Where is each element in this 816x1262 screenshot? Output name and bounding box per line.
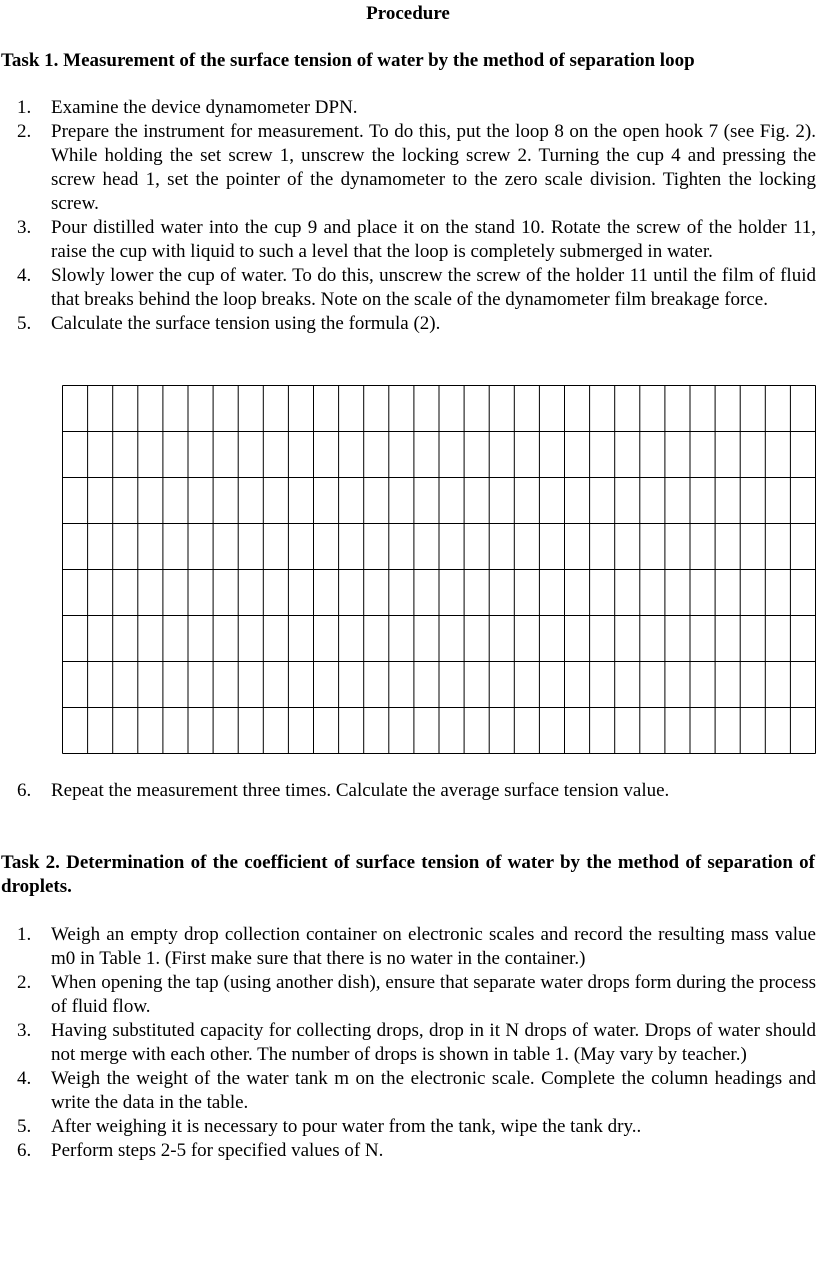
step-number: 2.: [17, 972, 32, 993]
list-item: [0, 1139, 816, 1163]
empty-grid-table: [62, 385, 816, 754]
step-text: Calculate the surface tension using the formula (2).: [51, 313, 441, 334]
task2-heading: Task 2. Determination of the coefficient of surface tension of water by the method of separation of droplets.: [1, 852, 815, 897]
step-number: 6.: [17, 1140, 32, 1161]
step-number: 3.: [17, 217, 32, 238]
step-text: Perform steps 2-5 for specified values of N.: [51, 1140, 384, 1161]
task2-steps-list: [0, 923, 816, 1163]
step-text: Examine the device dynamometer DPN.: [51, 97, 358, 118]
list-item: [0, 923, 816, 971]
step-number: 1.: [17, 97, 32, 118]
list-item: [0, 264, 816, 312]
step-text: After weighing it is necessary to pour water from the tank, wipe the tank dry..: [51, 1116, 642, 1137]
step-text: Prepare the instrument for measurement. To do this, put the loop 8 on the open hook 7 (see Fig. 2). While holding the set screw 1, unscrew the locking screw 2. Turning the cup 4 and pressing the screw head 1, set the pointer of the dynamometer to the zero scale division. Tighten the locking screw.: [51, 121, 816, 214]
step-text: Pour distilled water into the cup 9 and place it on the stand 10. Rotate the screw of the holder 11, raise the cup with liquid to such a level that the loop is completely submerged in water.: [51, 217, 816, 262]
task1-heading: Task 1. Measurement of the surface tension of water by the method of separation loop: [1, 50, 695, 71]
task1-steps-list: [0, 96, 816, 336]
task1-step6-list: [0, 779, 816, 803]
list-item: [0, 312, 816, 336]
step-number: 1.: [17, 924, 32, 945]
step-number: 4.: [17, 1068, 32, 1089]
list-item: [0, 1067, 816, 1115]
list-item: [0, 971, 816, 1019]
grid-svg: [62, 385, 816, 754]
step-number: 3.: [17, 1020, 32, 1041]
step-text: When opening the tap (using another dish), ensure that separate water drops form during the process of fluid flow.: [51, 972, 816, 1017]
step-number: 4.: [17, 265, 32, 286]
list-item: [0, 96, 816, 120]
list-item: [0, 120, 816, 216]
step-text: Weigh the weight of the water tank m on the electronic scale. Complete the column headings and write the data in the table.: [51, 1068, 816, 1113]
step-number: 5.: [17, 1116, 32, 1137]
step-number: 2.: [17, 121, 32, 142]
step-text: Weigh an empty drop collection container on electronic scales and record the resulting mass value m0 in Table 1. (First make sure that there is no water in the container.): [51, 924, 816, 969]
page-title: Procedure: [366, 3, 450, 24]
step-number: 6.: [17, 780, 32, 801]
step-text: Having substituted capacity for collecting drops, drop in it N drops of water. Drops of water should not merge with each other. The number of drops is shown in table 1. (May vary by teacher.): [51, 1020, 816, 1065]
list-item: [0, 1115, 816, 1139]
list-item: [0, 779, 816, 803]
step-number: 5.: [17, 313, 32, 334]
list-item: [0, 216, 816, 264]
step-text: Slowly lower the cup of water. To do this, unscrew the screw of the holder 11 until the film of fluid that breaks behind the loop breaks. Note on the scale of the dynamometer film breakage force.: [51, 265, 816, 310]
step-text: Repeat the measurement three times. Calculate the average surface tension value.: [51, 780, 670, 801]
list-item: [0, 1019, 816, 1067]
